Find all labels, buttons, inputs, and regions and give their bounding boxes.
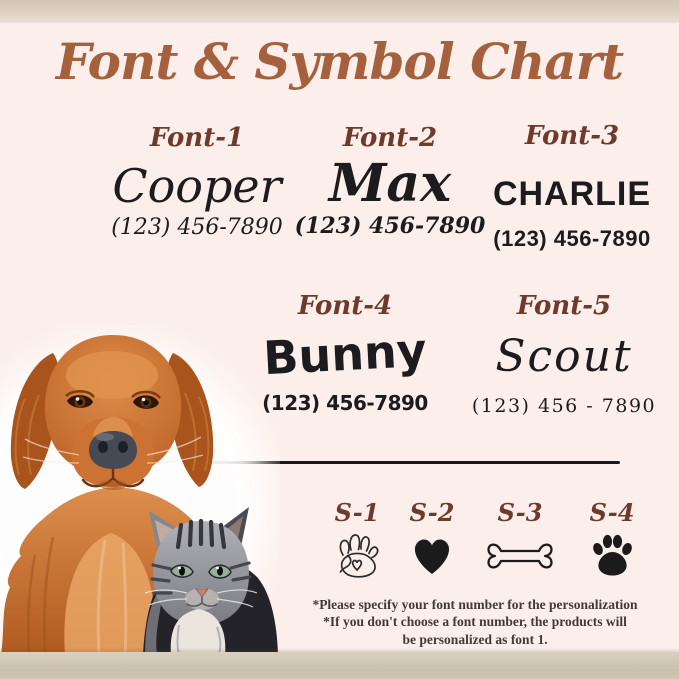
font-1-name-sample: Cooper: [112, 158, 282, 213]
symbol-option-2: [387, 500, 477, 581]
footnote-line-3: be personalized as font 1.: [402, 631, 548, 647]
symbol-2-label: S-2: [409, 498, 455, 527]
symbol-3-label: S-3: [497, 498, 543, 527]
footnote-block: [285, 596, 665, 648]
font-4-phone-sample: (123) 456-7890: [262, 391, 428, 416]
symbol-option-3: [475, 500, 565, 581]
page-title: Font & Symbol Chart: [55, 32, 624, 91]
font-5-name-sample: Scout: [495, 330, 633, 382]
font-sample-3: [465, 122, 679, 252]
font-2-phone-sample: (123) 456-7890: [294, 213, 486, 240]
font-3-label: Font-3: [524, 121, 620, 151]
heart-solid-icon: [387, 531, 477, 581]
font-sample-4: [225, 292, 465, 415]
symbol-option-4: [567, 500, 657, 581]
footnote-line-2: *If you don't choose a font number, the products will: [323, 614, 627, 630]
font-5-phone-sample: (123) 456 - 7890: [471, 394, 657, 417]
font-1-phone-sample: (123) 456-7890: [111, 215, 283, 241]
font-2-label: Font-2: [342, 123, 438, 153]
footnote-line-1: *Please specify your font number for the personalization: [312, 597, 638, 612]
font-4-label: Font-4: [297, 291, 393, 321]
font-sample-1: [87, 124, 307, 240]
font-2-name-sample: Max: [328, 152, 452, 214]
bone-outline-icon: [475, 531, 565, 581]
top-border-band: [0, 0, 679, 21]
paw-solid-icon: [567, 531, 657, 581]
font-4-name-sample: Bunny: [262, 322, 428, 385]
symbol-4-label: S-4: [589, 498, 635, 527]
font-1-label: Font-1: [149, 123, 245, 153]
font-3-phone-sample: (123) 456-7890: [493, 226, 651, 252]
font-3-name-sample: CHARLIE: [492, 174, 652, 213]
font-sample-5: [452, 292, 676, 417]
font-5-label: Font-5: [516, 291, 612, 321]
symbol-1-label: S-1: [334, 498, 380, 527]
bottom-border-band: [0, 652, 679, 679]
